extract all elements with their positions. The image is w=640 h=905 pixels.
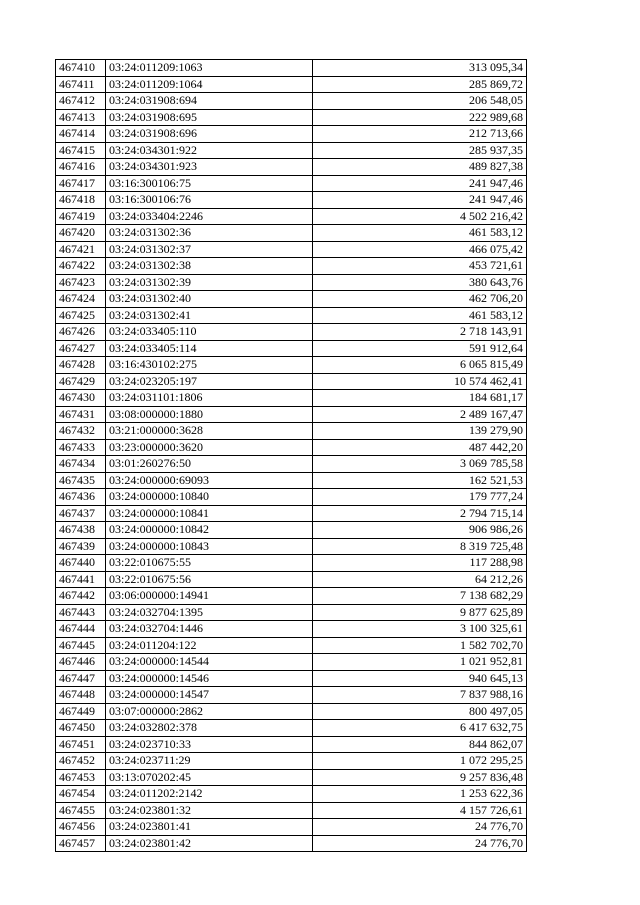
table-row (56, 126, 527, 143)
table-row (56, 439, 527, 456)
table-row (56, 769, 527, 786)
cadastral-number-cell: 03:24:031101:1806 (106, 390, 313, 407)
table-body (56, 60, 527, 852)
cadastral-value-cell: 10 574 462,41 (313, 373, 527, 390)
cadastral-value-cell: 8 319 725,48 (313, 538, 527, 555)
cadastral-number-cell: 03:24:011202:2142 (106, 786, 313, 803)
cadastral-number-cell: 03:23:000000:3620 (106, 439, 313, 456)
cadastral-value-cell: 591 912,64 (313, 340, 527, 357)
table-row (56, 835, 527, 852)
cadastral-value-cell: 4 157 726,61 (313, 802, 527, 819)
table-row (56, 373, 527, 390)
table-row (56, 720, 527, 737)
table-row (56, 456, 527, 473)
table-row (56, 505, 527, 522)
row-number-cell: 467433 (56, 439, 106, 456)
table-row (56, 241, 527, 258)
table-row (56, 588, 527, 605)
cadastral-number-cell: 03:24:011204:122 (106, 637, 313, 654)
cadastral-number-cell: 03:24:000000:10840 (106, 489, 313, 506)
cadastral-value-cell: 6 417 632,75 (313, 720, 527, 737)
cadastral-value-cell: 2 794 715,14 (313, 505, 527, 522)
cadastral-value-cell: 179 777,24 (313, 489, 527, 506)
cadastral-number-cell: 03:24:023710:33 (106, 736, 313, 753)
cadastral-number-cell: 03:16:300106:76 (106, 192, 313, 209)
row-number-cell: 467416 (56, 159, 106, 176)
cadastral-value-cell: 461 583,12 (313, 307, 527, 324)
cadastral-number-cell: 03:24:011209:1064 (106, 76, 313, 93)
table-row (56, 703, 527, 720)
row-number-cell: 467434 (56, 456, 106, 473)
cadastral-number-cell: 03:24:000000:10842 (106, 522, 313, 539)
cadastral-value-cell: 906 986,26 (313, 522, 527, 539)
table-row (56, 60, 527, 77)
row-number-cell: 467454 (56, 786, 106, 803)
row-number-cell: 467428 (56, 357, 106, 374)
row-number-cell: 467413 (56, 109, 106, 126)
table-row (56, 604, 527, 621)
row-number-cell: 467439 (56, 538, 106, 555)
row-number-cell: 467426 (56, 324, 106, 341)
cadastral-value-cell: 139 279,90 (313, 423, 527, 440)
cadastral-number-cell: 03:24:032704:1446 (106, 621, 313, 638)
table-row (56, 786, 527, 803)
row-number-cell: 467450 (56, 720, 106, 737)
cadastral-value-cell: 1 072 295,25 (313, 753, 527, 770)
row-number-cell: 467455 (56, 802, 106, 819)
row-number-cell: 467444 (56, 621, 106, 638)
cadastral-number-cell: 03:24:031908:695 (106, 109, 313, 126)
cadastral-value-cell: 940 645,13 (313, 670, 527, 687)
cadastral-number-cell: 03:24:023801:41 (106, 819, 313, 836)
cadastral-value-cell: 461 583,12 (313, 225, 527, 242)
table-row (56, 423, 527, 440)
table-row (56, 307, 527, 324)
table-row (56, 93, 527, 110)
table-row (56, 654, 527, 671)
cadastral-number-cell: 03:24:000000:14547 (106, 687, 313, 704)
cadastral-value-cell: 6 065 815,49 (313, 357, 527, 374)
cadastral-value-cell: 117 288,98 (313, 555, 527, 572)
cadastral-value-cell: 285 937,35 (313, 142, 527, 159)
cadastral-number-cell: 03:24:031302:38 (106, 258, 313, 275)
table-row (56, 291, 527, 308)
cadastral-number-cell: 03:24:032802:378 (106, 720, 313, 737)
table-row (56, 472, 527, 489)
table-row (56, 192, 527, 209)
table-row (56, 258, 527, 275)
cadastral-value-cell: 241 947,46 (313, 192, 527, 209)
cadastral-value-cell: 285 869,72 (313, 76, 527, 93)
table-row (56, 571, 527, 588)
cadastral-number-cell: 03:24:031302:40 (106, 291, 313, 308)
row-number-cell: 467425 (56, 307, 106, 324)
cadastral-number-cell: 03:24:031302:36 (106, 225, 313, 242)
cadastral-number-cell: 03:24:023801:32 (106, 802, 313, 819)
row-number-cell: 467412 (56, 93, 106, 110)
cadastral-value-cell: 7 138 682,29 (313, 588, 527, 605)
cadastral-value-cell: 462 706,20 (313, 291, 527, 308)
cadastral-number-cell: 03:24:033404:2246 (106, 208, 313, 225)
cadastral-value-cell: 466 075,42 (313, 241, 527, 258)
row-number-cell: 467430 (56, 390, 106, 407)
table-row (56, 208, 527, 225)
cadastral-value-cell: 222 989,68 (313, 109, 527, 126)
row-number-cell: 467441 (56, 571, 106, 588)
cadastral-number-cell: 03:21:000000:3628 (106, 423, 313, 440)
table-row (56, 819, 527, 836)
table-row (56, 555, 527, 572)
table-row (56, 522, 527, 539)
cadastral-number-cell: 03:24:000000:10841 (106, 505, 313, 522)
cadastral-number-cell: 03:24:031302:37 (106, 241, 313, 258)
cadastral-number-cell: 03:06:000000:14941 (106, 588, 313, 605)
table-row (56, 109, 527, 126)
table-row (56, 142, 527, 159)
cadastral-value-cell: 1 253 622,36 (313, 786, 527, 803)
table-row (56, 753, 527, 770)
cadastral-number-cell: 03:24:033405:114 (106, 340, 313, 357)
cadastral-value-table (55, 59, 527, 852)
cadastral-number-cell: 03:24:000000:14544 (106, 654, 313, 671)
row-number-cell: 467431 (56, 406, 106, 423)
table-row (56, 621, 527, 638)
row-number-cell: 467438 (56, 522, 106, 539)
row-number-cell: 467457 (56, 835, 106, 852)
cadastral-number-cell: 03:24:000000:14546 (106, 670, 313, 687)
row-number-cell: 467418 (56, 192, 106, 209)
cadastral-number-cell: 03:24:011209:1063 (106, 60, 313, 77)
row-number-cell: 467420 (56, 225, 106, 242)
cadastral-value-cell: 3 100 325,61 (313, 621, 527, 638)
table-row (56, 802, 527, 819)
table-row (56, 76, 527, 93)
cadastral-value-cell: 487 442,20 (313, 439, 527, 456)
table-row (56, 274, 527, 291)
row-number-cell: 467448 (56, 687, 106, 704)
cadastral-number-cell: 03:24:031908:694 (106, 93, 313, 110)
cadastral-value-cell: 162 521,53 (313, 472, 527, 489)
table-row (56, 736, 527, 753)
row-number-cell: 467442 (56, 588, 106, 605)
row-number-cell: 467452 (56, 753, 106, 770)
cadastral-number-cell: 03:08:000000:1880 (106, 406, 313, 423)
row-number-cell: 467427 (56, 340, 106, 357)
cadastral-value-cell: 2 489 167,47 (313, 406, 527, 423)
cadastral-value-cell: 3 069 785,58 (313, 456, 527, 473)
cadastral-number-cell: 03:24:034301:922 (106, 142, 313, 159)
row-number-cell: 467437 (56, 505, 106, 522)
row-number-cell: 467436 (56, 489, 106, 506)
cadastral-value-cell: 212 713,66 (313, 126, 527, 143)
cadastral-value-cell: 206 548,05 (313, 93, 527, 110)
row-number-cell: 467421 (56, 241, 106, 258)
table-row (56, 670, 527, 687)
cadastral-value-cell: 9 877 625,89 (313, 604, 527, 621)
table-row (56, 390, 527, 407)
row-number-cell: 467445 (56, 637, 106, 654)
row-number-cell: 467453 (56, 769, 106, 786)
table-row (56, 159, 527, 176)
cadastral-number-cell: 03:22:010675:56 (106, 571, 313, 588)
cadastral-value-cell: 7 837 988,16 (313, 687, 527, 704)
cadastral-value-cell: 2 718 143,91 (313, 324, 527, 341)
cadastral-value-cell: 184 681,17 (313, 390, 527, 407)
row-number-cell: 467423 (56, 274, 106, 291)
row-number-cell: 467446 (56, 654, 106, 671)
row-number-cell: 467435 (56, 472, 106, 489)
row-number-cell: 467432 (56, 423, 106, 440)
cadastral-number-cell: 03:24:023801:42 (106, 835, 313, 852)
cadastral-value-cell: 241 947,46 (313, 175, 527, 192)
cadastral-value-cell: 844 862,07 (313, 736, 527, 753)
row-number-cell: 467414 (56, 126, 106, 143)
row-number-cell: 467443 (56, 604, 106, 621)
cadastral-value-cell: 489 827,38 (313, 159, 527, 176)
cadastral-value-cell: 380 643,76 (313, 274, 527, 291)
table-row (56, 489, 527, 506)
cadastral-number-cell: 03:24:031302:39 (106, 274, 313, 291)
cadastral-number-cell: 03:07:000000:2862 (106, 703, 313, 720)
cadastral-value-cell: 313 095,34 (313, 60, 527, 77)
table-row (56, 538, 527, 555)
row-number-cell: 467451 (56, 736, 106, 753)
cadastral-number-cell: 03:24:023711:29 (106, 753, 313, 770)
cadastral-number-cell: 03:24:034301:923 (106, 159, 313, 176)
cadastral-value-cell: 4 502 216,42 (313, 208, 527, 225)
cadastral-value-cell: 1 021 952,81 (313, 654, 527, 671)
table-row (56, 175, 527, 192)
table-row (56, 340, 527, 357)
cadastral-number-cell: 03:13:070202:45 (106, 769, 313, 786)
row-number-cell: 467415 (56, 142, 106, 159)
row-number-cell: 467422 (56, 258, 106, 275)
cadastral-number-cell: 03:22:010675:55 (106, 555, 313, 572)
cadastral-value-cell: 1 582 702,70 (313, 637, 527, 654)
table-row (56, 637, 527, 654)
row-number-cell: 467456 (56, 819, 106, 836)
table-row (56, 225, 527, 242)
cadastral-number-cell: 03:24:023205:197 (106, 373, 313, 390)
table-row (56, 406, 527, 423)
cadastral-number-cell: 03:24:000000:10843 (106, 538, 313, 555)
cadastral-value-cell: 24 776,70 (313, 835, 527, 852)
row-number-cell: 467417 (56, 175, 106, 192)
cadastral-number-cell: 03:24:033405:110 (106, 324, 313, 341)
cadastral-value-cell: 24 776,70 (313, 819, 527, 836)
cadastral-value-cell: 453 721,61 (313, 258, 527, 275)
cadastral-value-cell: 800 497,05 (313, 703, 527, 720)
row-number-cell: 467419 (56, 208, 106, 225)
row-number-cell: 467424 (56, 291, 106, 308)
row-number-cell: 467447 (56, 670, 106, 687)
row-number-cell: 467411 (56, 76, 106, 93)
cadastral-value-cell: 9 257 836,48 (313, 769, 527, 786)
table-row (56, 357, 527, 374)
cadastral-number-cell: 03:24:032704:1395 (106, 604, 313, 621)
cadastral-number-cell: 03:24:000000:69093 (106, 472, 313, 489)
cadastral-number-cell: 03:24:031908:696 (106, 126, 313, 143)
cadastral-number-cell: 03:24:031302:41 (106, 307, 313, 324)
row-number-cell: 467449 (56, 703, 106, 720)
cadastral-number-cell: 03:01:260276:50 (106, 456, 313, 473)
table-row (56, 324, 527, 341)
row-number-cell: 467440 (56, 555, 106, 572)
cadastral-value-cell: 64 212,26 (313, 571, 527, 588)
row-number-cell: 467429 (56, 373, 106, 390)
table-row (56, 687, 527, 704)
cadastral-number-cell: 03:16:300106:75 (106, 175, 313, 192)
row-number-cell: 467410 (56, 60, 106, 77)
cadastral-number-cell: 03:16:430102:275 (106, 357, 313, 374)
